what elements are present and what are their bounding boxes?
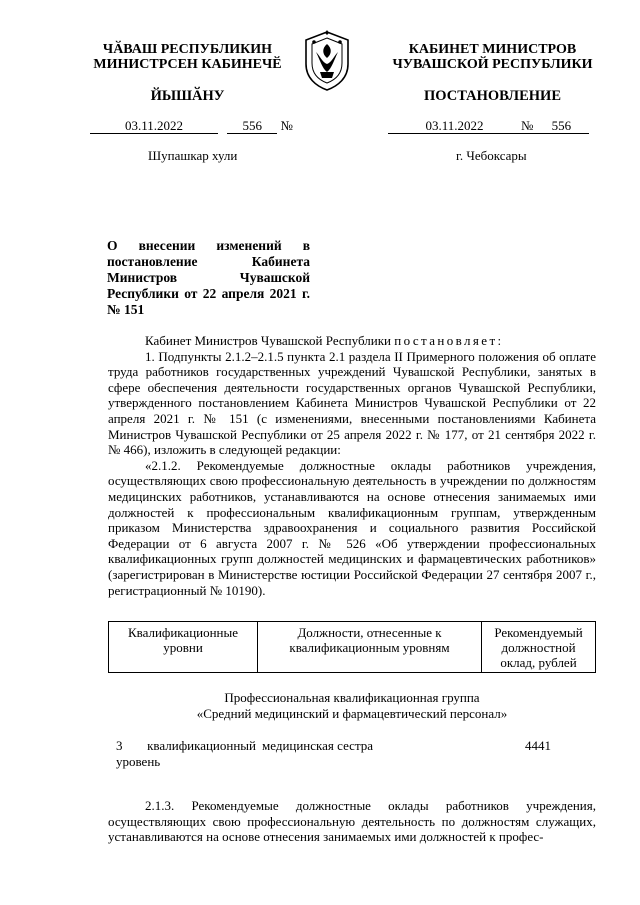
header-right-line2: ЧУВАШСКОЙ РЕСПУБЛИКИ bbox=[392, 57, 593, 72]
city-left: Шупашкар хули bbox=[148, 148, 238, 163]
header-right-title: ПОСТАНОВЛЕНИЕ bbox=[423, 88, 561, 104]
header-left-line2: МИНИСТРСЕН КАБИНЕЧӖ bbox=[93, 57, 282, 72]
date-right: 03.11.2022 bbox=[388, 119, 521, 134]
table-header-levels: Квалификационные уровни bbox=[109, 622, 258, 673]
number-sign-left: № bbox=[280, 118, 293, 133]
intro-paragraph bbox=[108, 333, 596, 349]
body-text bbox=[108, 333, 596, 598]
table-header-positions: Должности, отнесенные к квалификационным уровням bbox=[258, 622, 482, 673]
table-row-level: 3 квалификационный уровень bbox=[116, 738, 256, 769]
header-left-line1: ЧӐВАШ РЕСПУБЛИКИН bbox=[102, 42, 273, 57]
city-right: г. Чебоксары bbox=[456, 148, 527, 163]
number-line-right bbox=[388, 118, 589, 134]
table-row-position: медицинская сестра bbox=[262, 738, 374, 753]
date-left: 03.11.2022 bbox=[90, 119, 218, 134]
paragraph-3: 2.1.3. Рекомендуемые должностные оклады работников учреждения, осуществляющих свою профессиональную деятельность по должностям служащих, устанавливаются на основе отнесения занимаемых ими должностей к профес- bbox=[108, 798, 596, 845]
header-left-title: ЙЫШӐНУ bbox=[150, 88, 225, 104]
salary-table bbox=[108, 621, 596, 673]
number-right: 556 bbox=[533, 119, 589, 134]
number-line-left bbox=[90, 118, 293, 134]
intro-prefix: Кабинет Министров Чувашской Республики bbox=[145, 333, 395, 348]
group-line2: «Средний медицинский и фармацевтический персонал» bbox=[196, 706, 508, 721]
header-right-line1: КАБИНЕТ МИНИСТРОВ bbox=[408, 42, 577, 57]
table-header-row bbox=[109, 622, 596, 673]
intro-verb: постановляет: bbox=[394, 333, 504, 348]
header-left bbox=[80, 42, 295, 72]
table-header-salary: Рекомендуемый должностной оклад, рублей bbox=[482, 622, 596, 673]
qualification-group-title bbox=[108, 690, 596, 722]
header-right bbox=[385, 42, 600, 72]
number-left: 556 bbox=[227, 119, 277, 134]
number-sign-right: № bbox=[521, 118, 534, 133]
document-subject: О внесении изменений в постановление Кабинета Министров Чувашской Республики от 22 апреля 2021 г. № 151 bbox=[107, 238, 310, 317]
chuvash-republic-emblem-icon bbox=[302, 30, 352, 92]
body-text-continued bbox=[108, 798, 596, 845]
paragraph-2: «2.1.2. Рекомендуемые должностные оклады работников учреждения, осуществляющих свою профессиональную деятельность в учреждении по должностям медицинских работников, устанавливаются на основе отнесения занимаемых ими должностей к профессиональным квалификационным группам, утвержденным приказом Министерства здравоохранения и социального развития Российской Федерации от 6 августа 2007 г. № 526 «Об утверждении профессиональных квалификационных групп должностей медицинских и фармацевтических работников» (зарегистрирован в Министерстве юстиции Российской Федерации 27 сентября 2007 г., регистрационный № 10190). bbox=[108, 457, 596, 598]
table-row-salary: 4441 bbox=[525, 738, 551, 753]
group-line1: Профессиональная квалификационная группа bbox=[224, 690, 480, 705]
paragraph-1: 1. Подпункты 2.1.2–2.1.5 пункта 2.1 раздела II Примерного положения об оплате труда работников государственных учреждений Чувашской Республики, занятых в сфере обеспечения деятельности государственных органов Чувашской Республики, утвержденного постановлением Кабинета Министров Чувашской Республики от 22 апреля 2021 г. № 151 (с изменениями, внесенными постановлениями Кабинета Министров Чувашской Республики от 25 апреля 2022 г. № 177, от 21 сентября 2022 г. № 466), изложить в следующей редакции: bbox=[108, 348, 596, 458]
